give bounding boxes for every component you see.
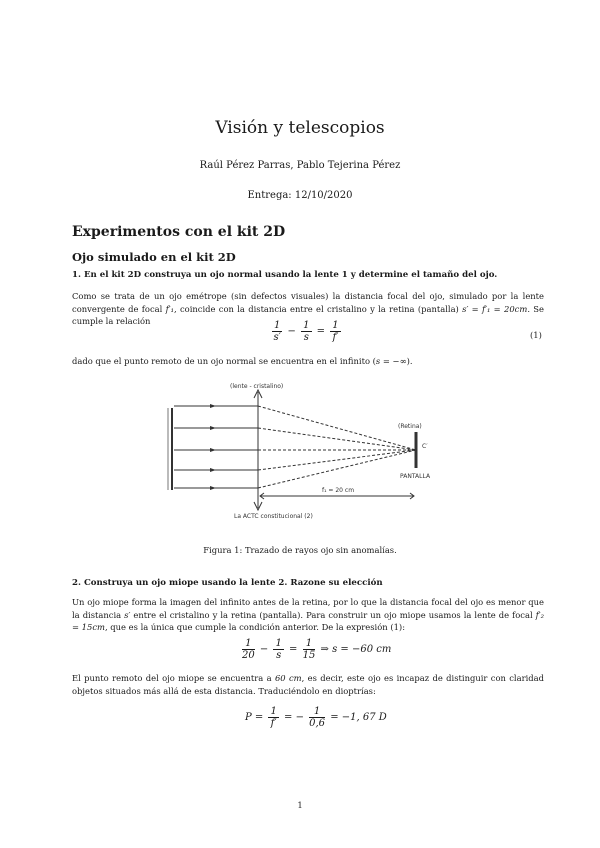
- refracted-ray: [258, 450, 416, 488]
- paper-title: Visión y telescopios: [215, 118, 385, 138]
- refracted-ray: [258, 450, 416, 470]
- ray-arrowhead: [210, 486, 216, 490]
- equation-1-number: (1): [530, 330, 542, 340]
- question-2-paragraph-2: El punto remoto del ojo miope se encuentra a 60 cm, es decir, este ojo es incapaz de distinguir con claridad objetos situados más allá de esta distancia. Traduciéndolo en dioptrías:: [72, 673, 544, 696]
- ray-arrowhead: [210, 448, 216, 452]
- figure-label-focus: C′: [422, 443, 428, 450]
- ray-arrowhead: [210, 404, 216, 408]
- figure-label-retina: (Retina): [398, 423, 422, 430]
- ray-arrowhead: [210, 468, 216, 472]
- ray-diagram-figure: [160, 378, 450, 530]
- equation-3: P = $\frac{1}{f'}$ = − $\frac{1}{0,6}$ = −1, 67 D: [245, 706, 387, 729]
- question-1-paragraph: Como se trata de un ojo emétrope (sin defectos visuales) la distancia focal del ojo, simulado por la lente convergente de focal f′₁, coincide con la distancia entre el cristalino y la retina (pantalla) s′ = f′₁ = 20cm. Se cumple la relación: [72, 291, 544, 326]
- refracted-ray: [258, 406, 416, 450]
- figure-label-screen: PANTALLA: [400, 473, 431, 480]
- figure-label-bottom: La ACTC constitucional (2): [234, 513, 313, 520]
- equation-2: $\frac{1}{20}$ − $\frac{1}{s}$ = $\frac{1}{15}$ ⇒ s = −60 cm: [242, 638, 392, 661]
- ray-arrowhead: [210, 426, 216, 430]
- figure-label-focal: f₁ = 20 cm: [322, 487, 355, 494]
- question-2-heading: 2. Construya un ojo miope usando la lente 2. Razone su elección: [72, 578, 383, 588]
- submission-date: Entrega: 12/10/2020: [247, 190, 353, 201]
- question-1-heading: 1. En el kit 2D construya un ojo normal usando la lente 1 y determine el tamaño del ojo.: [72, 270, 498, 280]
- question-2-paragraph: Un ojo miope forma la imagen del infinito antes de la retina, por lo que la distancia focal del ojo es menor que la distancia s′ entre el cristalino y la retina (pantalla). Para construir un ojo miope usamos la lente de focal f′₂ = 15cm, que es la única que cumple la condición anterior. De la expresión (1):: [72, 597, 544, 632]
- figure-caption: Figura 1: Trazado de rayos ojo sin anomalías.: [203, 545, 397, 555]
- question-1-paragraph-2: dado que el punto remoto de un ojo normal se encuentra en el infinito (s = −∞).: [72, 356, 413, 366]
- subsection-heading: Ojo simulado en el kit 2D: [72, 250, 236, 264]
- equation-1: $\frac{1}{s'}$ − $\frac{1}{s}$ = $\frac{1}{f'}$: [273, 320, 339, 343]
- section-heading: Experimentos con el kit 2D: [72, 224, 286, 240]
- figure-label-lens: (lente - cristalino): [230, 383, 284, 390]
- authors: Raúl Pérez Parras, Pablo Tejerina Pérez: [199, 160, 401, 171]
- refracted-ray: [258, 428, 416, 450]
- page-number: 1: [297, 800, 303, 810]
